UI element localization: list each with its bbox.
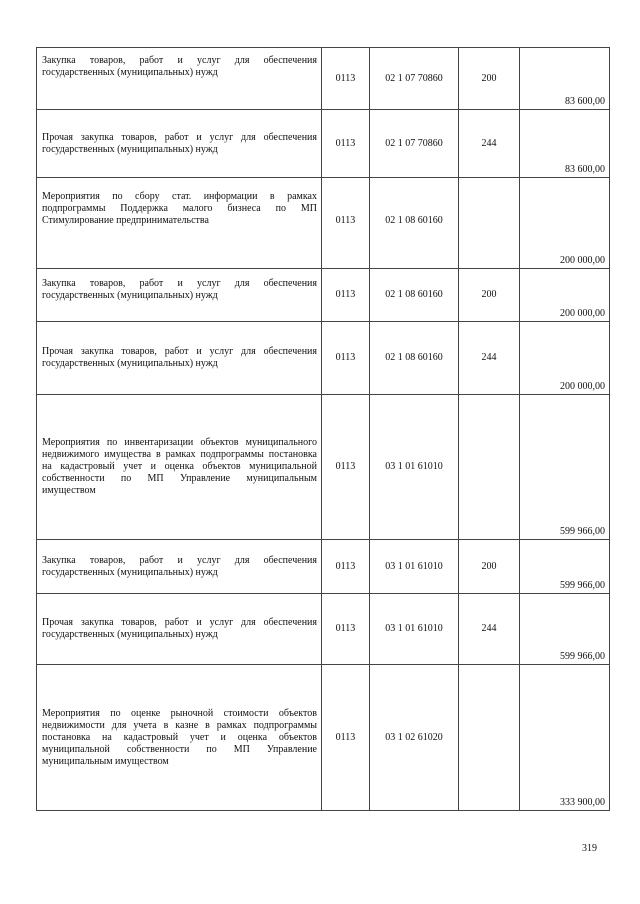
amount-value: 200 000,00	[520, 322, 610, 395]
target-article-code: 02 1 08 60160	[370, 178, 459, 269]
table-row	[37, 322, 610, 395]
row-name: Закупка товаров, работ и услуг для обеспечения государственных (муниципальных) нужд	[42, 278, 317, 301]
row-name: Прочая закупка товаров, работ и услуг для обеспечения государственных (муниципальных) нужд	[42, 617, 317, 640]
target-article-code: 02 1 07 70860	[370, 48, 459, 110]
section-code: 0113	[322, 594, 370, 665]
expense-type-code	[459, 665, 520, 811]
row-name-cell	[37, 540, 322, 594]
page-number: 319	[582, 843, 597, 854]
expense-type-code: 244	[459, 322, 520, 395]
amount-value: 599 966,00	[520, 540, 610, 594]
expense-type-code: 244	[459, 594, 520, 665]
section-code: 0113	[322, 178, 370, 269]
table-row	[37, 594, 610, 665]
table-row	[37, 269, 610, 322]
section-code: 0113	[322, 110, 370, 178]
expense-type-code: 200	[459, 540, 520, 594]
row-name-cell	[37, 594, 322, 665]
amount-value: 200 000,00	[520, 178, 610, 269]
row-name: Мероприятия по оценке рыночной стоимости объектов недвижимости для учета в казне в рамках подпрограммы постановка на кадастровый учет и оценка объектов муниципальной собственности по МП Управление муниципальным имуществом	[42, 707, 317, 767]
table-row	[37, 110, 610, 178]
amount-value: 83 600,00	[520, 110, 610, 178]
target-article-code: 03 1 01 61010	[370, 594, 459, 665]
expense-type-code: 244	[459, 110, 520, 178]
expense-type-code	[459, 178, 520, 269]
section-code: 0113	[322, 540, 370, 594]
row-name-cell	[37, 395, 322, 540]
table-row	[37, 540, 610, 594]
table-row	[37, 665, 610, 811]
row-name: Мероприятия по сбору стат. информации в рамках подпрограммы Поддержка малого бизнеса по МП Стимулирование предпринимательства	[42, 191, 317, 226]
expense-type-code	[459, 395, 520, 540]
budget-table	[36, 47, 610, 811]
row-name: Прочая закупка товаров, работ и услуг для обеспечения государственных (муниципальных) нужд	[42, 346, 317, 369]
row-name: Закупка товаров, работ и услуг для обеспечения государственных (муниципальных) нужд	[42, 554, 317, 578]
row-name-cell	[37, 322, 322, 395]
section-code: 0113	[322, 395, 370, 540]
section-code: 0113	[322, 269, 370, 322]
row-name: Закупка товаров, работ и услуг для обеспечения государственных (муниципальных) нужд	[42, 54, 317, 78]
amount-value: 83 600,00	[520, 48, 610, 110]
section-code: 0113	[322, 665, 370, 811]
table-row	[37, 178, 610, 269]
table-row	[37, 395, 610, 540]
target-article-code: 02 1 07 70860	[370, 110, 459, 178]
row-name-cell	[37, 665, 322, 811]
expense-type-code: 200	[459, 48, 520, 110]
row-name-cell	[37, 110, 322, 178]
row-name-cell	[37, 48, 322, 110]
expense-type-code: 200	[459, 269, 520, 322]
row-name: Мероприятия по инвентаризации объектов муниципального недвижимого имущества в рамках подпрограммы постановка на кадастровый учет и оценка объектов муниципальной собственности по МП Управление муниципальным имуществом	[42, 437, 317, 496]
amount-value: 200 000,00	[520, 269, 610, 322]
section-code: 0113	[322, 322, 370, 395]
target-article-code: 03 1 02 61020	[370, 665, 459, 811]
row-name-cell	[37, 178, 322, 269]
target-article-code: 02 1 08 60160	[370, 269, 459, 322]
row-name: Прочая закупка товаров, работ и услуг для обеспечения государственных (муниципальных) нужд	[42, 131, 317, 155]
row-name-cell	[37, 269, 322, 322]
target-article-code: 03 1 01 61010	[370, 395, 459, 540]
amount-value: 333 900,00	[520, 665, 610, 811]
target-article-code: 02 1 08 60160	[370, 322, 459, 395]
table-row	[37, 48, 610, 110]
section-code: 0113	[322, 48, 370, 110]
target-article-code: 03 1 01 61010	[370, 540, 459, 594]
amount-value: 599 966,00	[520, 594, 610, 665]
amount-value: 599 966,00	[520, 395, 610, 540]
